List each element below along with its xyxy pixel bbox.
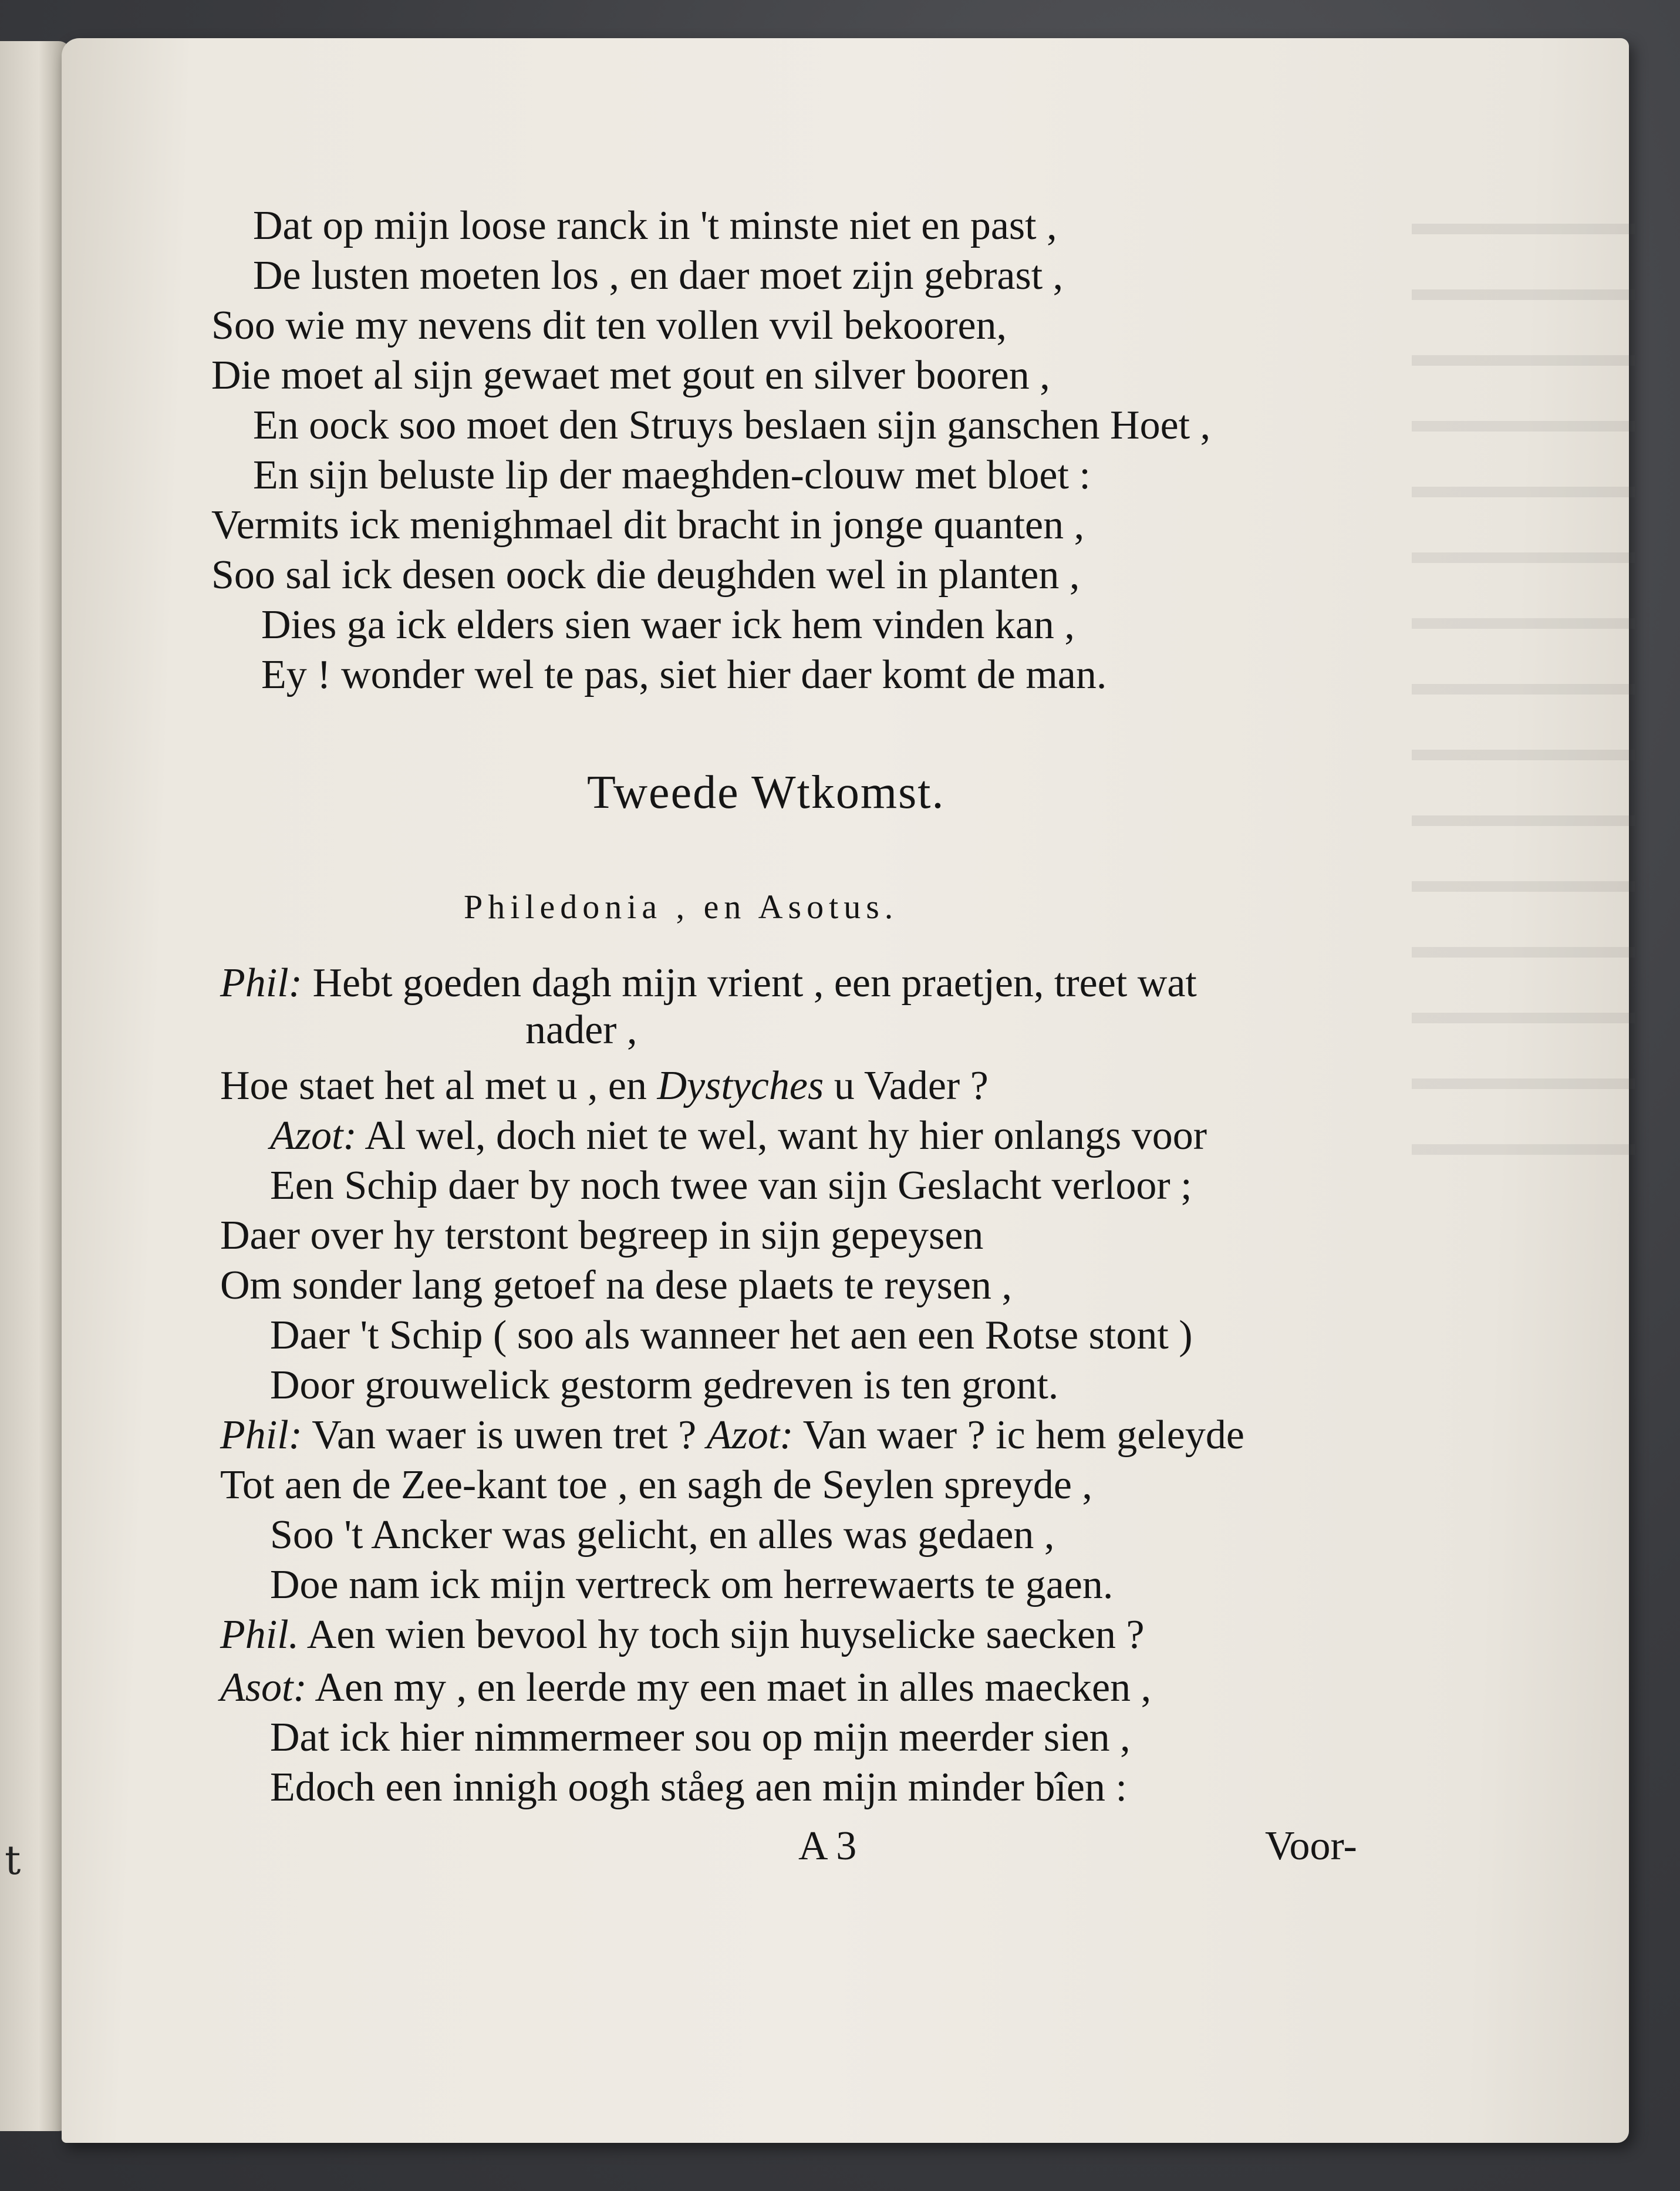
dialogue-line: Tot aen de Zee-kant toe , en sagh de Seylen spreyde , bbox=[220, 1462, 1092, 1508]
dialogue-text: Hebt goeden dagh mijn vrient , een praetjen, treet wat bbox=[312, 960, 1197, 1006]
dialogue-line: Soo 't Ancker was gelicht, en alles was gedaen , bbox=[270, 1512, 1055, 1558]
speaker-label: Azot: bbox=[270, 1113, 357, 1158]
dialogue-line: Door grouwelick gestorm gedreven is ten gront. bbox=[270, 1363, 1059, 1408]
signature-mark: A 3 bbox=[798, 1823, 857, 1869]
dialogue-text: Aen wien bevool hy toch sijn huyselicke saecken ? bbox=[306, 1612, 1145, 1657]
character-name: Dystyches bbox=[657, 1063, 824, 1108]
dialogue-line: Daer 't Schip ( soo als wanneer het aen een Rotse stont ) bbox=[270, 1313, 1193, 1358]
dialogue-text: Van waer is uwen tret ? bbox=[312, 1413, 697, 1458]
speaker-label: Asot: bbox=[220, 1665, 307, 1710]
poem-line: De lusten moeten los , en daer moet zijn gebrast , bbox=[253, 253, 1064, 298]
poem-line: Soo sal ick desen oock die deughden wel in planten , bbox=[211, 552, 1080, 598]
book-page bbox=[62, 38, 1629, 2143]
facing-page-fragment: t bbox=[5, 1838, 21, 1884]
scene-characters: Philedonia , en Asotus. bbox=[464, 888, 899, 926]
dialogue-line: Een Schip daer by noch twee van sijn Geslacht verloor ; bbox=[270, 1163, 1192, 1208]
scene-heading: Tweede Wtkomst. bbox=[587, 767, 945, 818]
speaker-label: Phil: bbox=[220, 960, 302, 1006]
poem-line: Dies ga ick elders sien waer ick hem vinden kan , bbox=[261, 602, 1075, 648]
facing-page-edge bbox=[0, 41, 70, 2131]
poem-line: Die moet al sijn gewaet met gout en silver booren , bbox=[211, 353, 1050, 398]
dialogue-line: Daer over hy terstont begreep in sijn gepeysen bbox=[220, 1213, 984, 1258]
poem-line: Dat op mijn loose ranck in 't minste niet en past , bbox=[253, 203, 1057, 248]
catchword: Voor- bbox=[1265, 1823, 1357, 1869]
speaker-label: Phil. bbox=[220, 1612, 299, 1657]
poem-line: Soo wie my nevens dit ten vollen vvil bekooren, bbox=[211, 303, 1007, 348]
speaker-label: Azot: bbox=[706, 1413, 794, 1458]
dialogue-line bbox=[270, 1113, 1207, 1159]
dialogue-line bbox=[220, 1412, 1244, 1459]
poem-line: En oock soo moet den Struys beslaen sijn ganschen Hoet , bbox=[253, 403, 1211, 448]
poem-line: Vermits ick menighmael dit bracht in jonge quanten , bbox=[211, 503, 1085, 548]
dialogue-line: nader , bbox=[525, 1007, 637, 1053]
dialogue-line: Om sonder lang getoef na dese plaets te reysen , bbox=[220, 1263, 1012, 1308]
show-through-text bbox=[1412, 173, 1635, 1054]
dialogue-line: Edoch een innigh oogh ståeg aen mijn minder bîen : bbox=[270, 1765, 1127, 1810]
dialogue-text: Hoe staet het al met u , en bbox=[220, 1063, 657, 1108]
dialogue-text: Al wel, doch niet te wel, want hy hier onlangs voor bbox=[365, 1113, 1207, 1158]
dialogue-line bbox=[220, 1063, 989, 1110]
dialogue-line bbox=[220, 960, 1197, 1007]
dialogue-line: Doe nam ick mijn vertreck om herrewaerts te gaen. bbox=[270, 1562, 1114, 1607]
dialogue-text: Van waer ? ic hem geleyde bbox=[802, 1413, 1244, 1458]
poem-line: Ey ! wonder wel te pas, siet hier daer komt de man. bbox=[261, 652, 1107, 697]
dialogue-text: Aen my , en leerde my een maet in alles maecken , bbox=[315, 1665, 1152, 1710]
dialogue-line: Dat ick hier nimmermeer sou op mijn meerder sien , bbox=[270, 1715, 1131, 1760]
speaker-label: Phil: bbox=[220, 1413, 302, 1458]
dialogue-text: u Vader ? bbox=[824, 1063, 989, 1108]
poem-line: En sijn beluste lip der maeghden-clouw met bloet : bbox=[253, 453, 1091, 498]
dialogue-line bbox=[220, 1612, 1145, 1659]
dialogue-line bbox=[220, 1664, 1151, 1711]
